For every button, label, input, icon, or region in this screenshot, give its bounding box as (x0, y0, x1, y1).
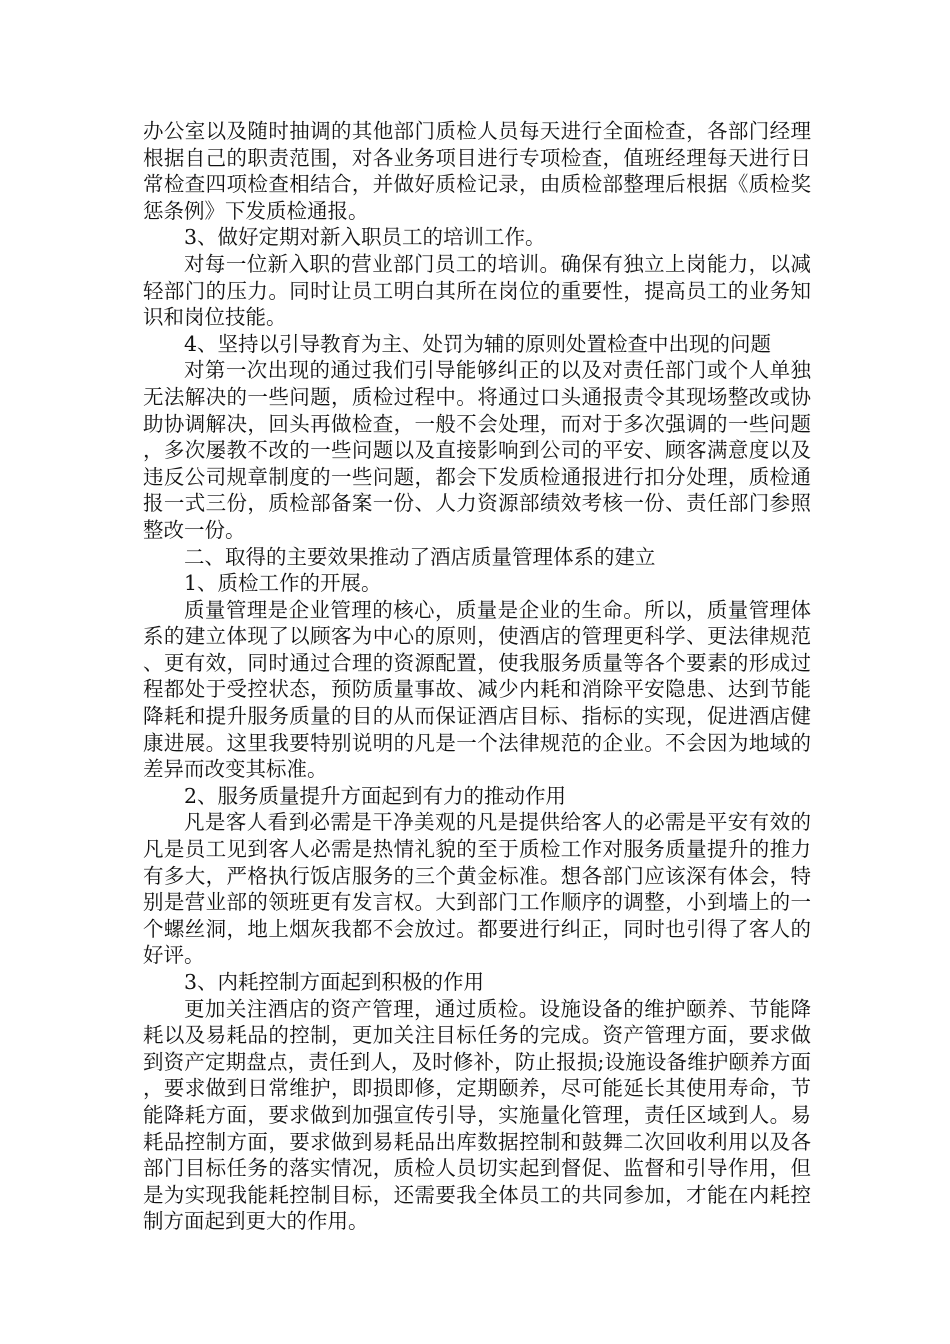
heading-quality-inspection: 1、质检工作的开展。 (184, 571, 382, 596)
paragraph-new-staff-training: 对每一位新入职的营业部门员工的培训。确保有独立上岗能力，以减轻部门的压力。同时让员工明白其所在岗位的重要性，提高员工的业务知识和岗位技能。 (143, 251, 811, 330)
heading-service-quality: 2、服务质量提升方面起到有力的推动作用 (184, 783, 567, 808)
paragraph-quality-management: 质量管理是企业管理的核心，质量是企业的生命。所以，质量管理体系的建立体现了以顾客为中心的原则，使酒店的管理更科学、更法律规范、更有效，同时通过合理的资源配置，使我服务质量等各个要素的形成过程都处于受控状态，预防质量事故、减少内耗和消除平安隐患、达到节能降耗和提升服务质量的目的从而保证酒店目标、指标的实现，促进酒店健康进展。这里我要特别说明的凡是一个法律规范的企业。不会因为地域的差异而改变其标准。 (143, 597, 811, 782)
document-body (143, 118, 811, 1235)
heading-guidance-principle: 4、坚持以引导教育为主、处罚为辅的原则处置检查中出现的问题 (184, 331, 772, 356)
heading-cost-control: 3、内耗控制方面起到积极的作用 (184, 970, 485, 994)
paragraph-guidance-principle: 对第一次出现的通过我们引导能够纠正的以及对责任部门或个人单独无法解决的一些问题，质检过程中。将通过口头通报责令其现场整改或协助协调解决，回头再做检查，一般不会处理，而对于多次强调的一些问题，多次屡教不改的一些问题以及直接影响到公司的平安、顾客满意度以及违反公司规章制度的一些问题，都会下发质检通报进行扣分处理，质检通报一式三份，质检部备案一份、人力资源部绩效考核一份、责任部门参照整改一份。 (143, 358, 811, 542)
paragraph-service-quality: 凡是客人看到必需是干净美观的凡是提供给客人的必需是平安有效的凡是员工见到客人必需是热情礼貌的至于质检工作对服务质量提升的推力有多大，严格执行饭店服务的三个黄金标准。想各部门应该深有体会，特别是营业部的领班更有发言权。大到部门工作顺序的调整，小到墙上的一个螺丝洞，地上烟灰我都不会放过。都要进行纠正，同时也引得了客人的好评。 (143, 810, 811, 968)
heading-main-results: 二、取得的主要效果推动了酒店质量管理体系的建立 (184, 544, 656, 569)
paragraph-continuation: 办公室以及随时抽调的其他部门质检人员每天进行全面检查，各部门经理根据自己的职责范围，对各业务项目进行专项检查，值班经理每天进行日常检查四项检查相结合，并做好质检记录，由质检部整理后根据《质检奖惩条例》下发质检通报。 (143, 119, 811, 223)
heading-new-staff-training: 3、做好定期对新入职员工的培训工作。 (184, 225, 546, 250)
paragraph-cost-control: 更加关注酒店的资产管理，通过质检。设施设备的维护颐养、节能降耗以及易耗品的控制，更加关注目标任务的完成。资产管理方面，要求做到资产定期盘点，责任到人，及时修补，防止报损;设施设备维护颐养方面，要求做到日常维护，即损即修，定期颐养，尽可能延长其使用寿命，节能降耗方面，要求做到加强宣传引导，实施量化管理，责任区域到人。易耗品控制方面，要求做到易耗品出库数据控制和鼓舞二次回收利用以及各部门目标任务的落实情况，质检人员切实起到督促、监督和引导作用，但是为实现我能耗控制目标，还需要我全体员工的共同参加，才能在内耗控制方面起到更大的作用。 (143, 996, 811, 1234)
